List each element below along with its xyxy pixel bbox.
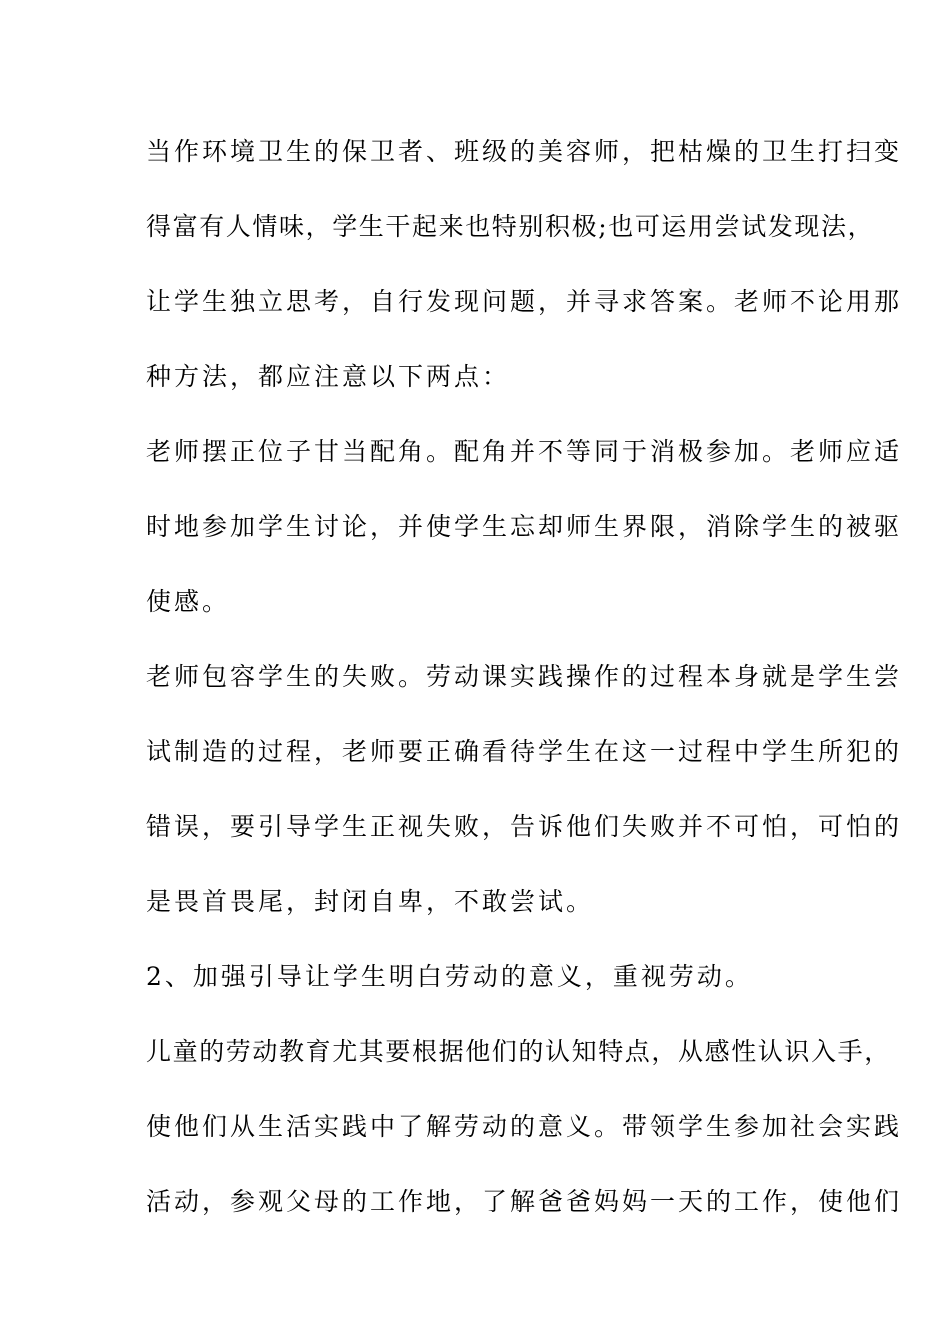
text-line-4: 种方法，都应注意以下两点：	[146, 362, 511, 391]
text-line-3: 让学生独立思考，自行发现问题，并寻求答案。老师不论用那	[146, 287, 903, 316]
text-line-14: 使他们从生活实践中了解劳动的意义。带领学生参加社会实践	[146, 1112, 903, 1141]
text-line-9: 试制造的过程，老师要正确看待学生在这一过程中学生所犯的	[146, 737, 903, 766]
text-line-5: 老师摆正位子甘当配角。配角并不等同于消极参加。老师应适	[146, 437, 903, 466]
text-line-13: 儿童的劳动教育尤其要根据他们的认知特点，从感性认识入手，	[146, 1037, 891, 1066]
text-line-8: 老师包容学生的失败。劳动课实践操作的过程本身就是学生尝	[146, 662, 903, 691]
text-line-11: 是畏首畏尾，封闭自卑，不敢尝试。	[146, 887, 595, 916]
text-line-6: 时地参加学生讨论，并使学生忘却师生界限，消除学生的被驱	[146, 512, 903, 541]
text-line-1: 当作环境卫生的保卫者、班级的美容师，把枯燥的卫生打扫变	[146, 137, 903, 166]
text-line-2: 得富有人情味，学生干起来也特别积极;也可运用尝试发现法，	[146, 212, 875, 241]
text-line-7: 使感。	[146, 587, 231, 616]
text-line-15: 活动，参观父母的工作地，了解爸爸妈妈一天的工作，使他们	[146, 1187, 903, 1216]
section-heading: 2、加强引导让学生明白劳动的意义，重视劳动。	[146, 962, 753, 991]
text-line-10: 错误，要引导学生正视失败，告诉他们失败并不可怕，可怕的	[146, 812, 903, 841]
